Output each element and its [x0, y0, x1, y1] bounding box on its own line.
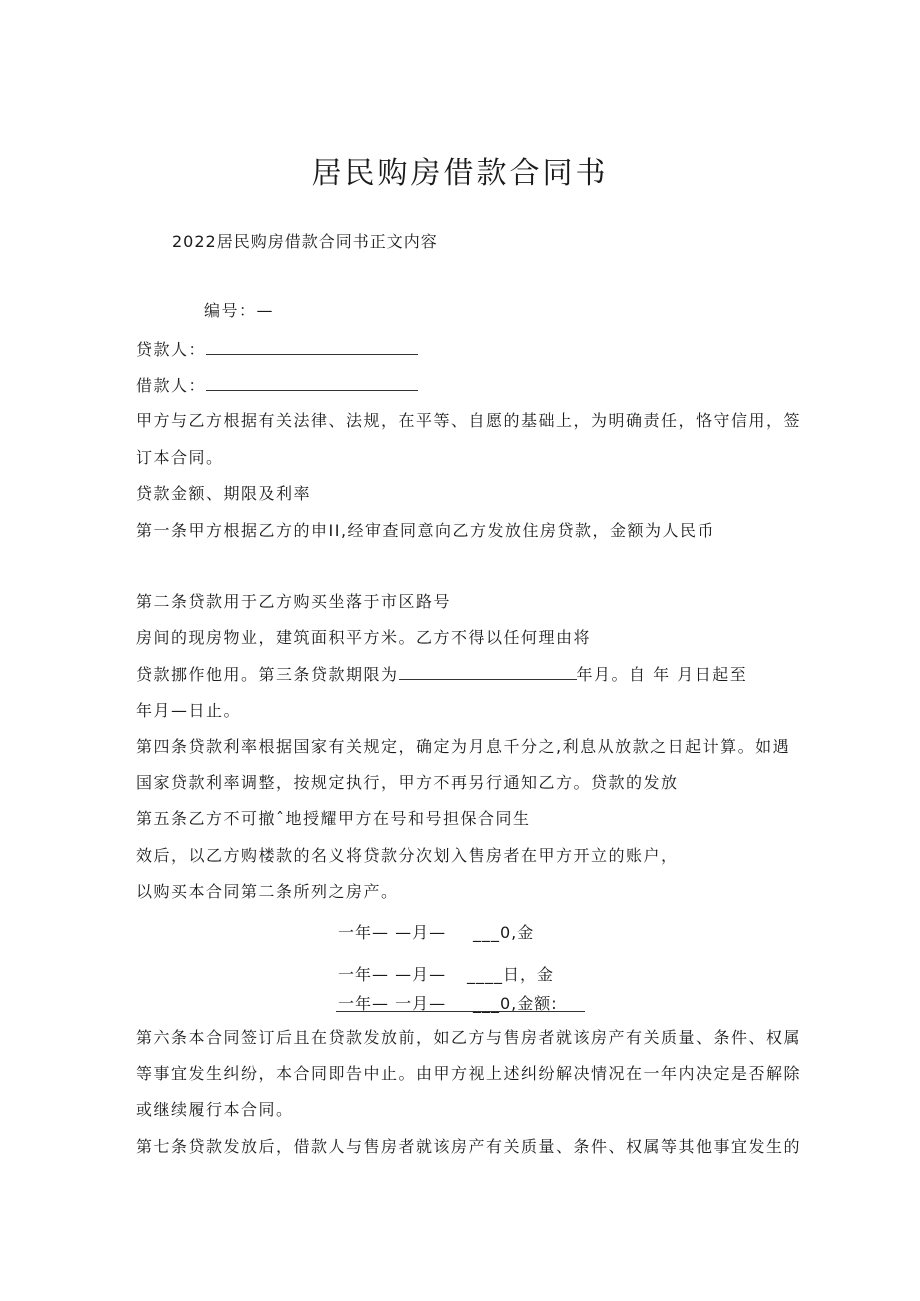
article-1: 第一条甲方根据乙方的申II,经审查同意向乙方发放住房贷款，金额为人民币 — [136, 521, 716, 540]
section-heading: 贷款金额、期限及利率 — [136, 484, 312, 503]
article-5-line: 效后，以乙方购楼款的名义将贷款分次划入售房者在甲方开立的账户， — [136, 846, 679, 865]
article-6-line: 第六条本合同签订后且在贷款发放前，如乙方与售房者就该房产有关质量、条件、权属 — [136, 1028, 802, 1047]
loan-term-blank — [399, 663, 577, 680]
schedule-2-date: 一年— —月— — [338, 965, 447, 984]
paragraph-line: 订本合同。 — [136, 448, 224, 467]
borrower-blank — [206, 374, 418, 391]
document-subtitle: 2022居民购房借款合同书正文内容 — [172, 232, 438, 251]
article-2-line: 第二条贷款用于乙方购买坐落于市区路号 — [136, 592, 452, 611]
borrower-label: 借款人： — [136, 376, 207, 395]
article-3-line — [136, 663, 747, 686]
schedule-2-amount: ____日，金 — [467, 965, 555, 984]
article-7-line: 第七条贷款发放后，借款人与售房者就该房产有关质量、条件、权属等其他事宜发生的 — [136, 1137, 802, 1156]
article-4-line: 第四条贷款利率根据国家有关规定，确定为月息千分之,利息从放款之日起计算。如遇 — [136, 737, 791, 756]
lender-blank — [206, 338, 418, 355]
article-2-line: 房间的现房物业，建筑面积平方米。乙方不得以任何理由将 — [136, 628, 592, 647]
borrower-row — [136, 374, 418, 397]
schedule-3-amount: ___0,金额: — [473, 994, 558, 1013]
lender-label: 贷款人： — [136, 340, 207, 359]
article-3-line: 年月—日止。 — [136, 701, 242, 720]
article-6-line: 或继续履行本合同。 — [136, 1100, 294, 1119]
article-6-line: 等事宜发生纠纷，本合同即告中止。由甲方视上述纠纷解决情况在一年内决定是否解除 — [136, 1064, 802, 1083]
schedule-1-amount: ___0,金 — [473, 923, 535, 942]
contract-number: 编号：— — [204, 301, 275, 320]
schedule-underline — [336, 1011, 585, 1012]
article-4-line: 国家贷款利率调整，按规定执行，甲方不再另行通知乙方。贷款的发放 — [136, 773, 679, 792]
schedule-3-date: 一年— 一月— — [338, 994, 447, 1013]
article-5-line: 以购买本合同第二条所列之房产。 — [136, 882, 399, 901]
article-5-line: 第五条乙方不可撤ˆ地授耀甲方在号和号担保合同生 — [136, 809, 531, 828]
lender-row — [136, 338, 418, 361]
document-title: 居民购房借款合同书 — [311, 156, 609, 191]
schedule-1-date: 一年— —月— — [338, 923, 447, 942]
article-3-post: 年月。自 年 月日起至 — [576, 665, 748, 684]
article-3-pre: 贷款挪作他用。第三条贷款期限为 — [136, 665, 399, 684]
paragraph-line: 甲方与乙方根据有关法律、法规，在平等、自愿的基础上，为明确责任，恪守信用，签 — [136, 411, 802, 430]
